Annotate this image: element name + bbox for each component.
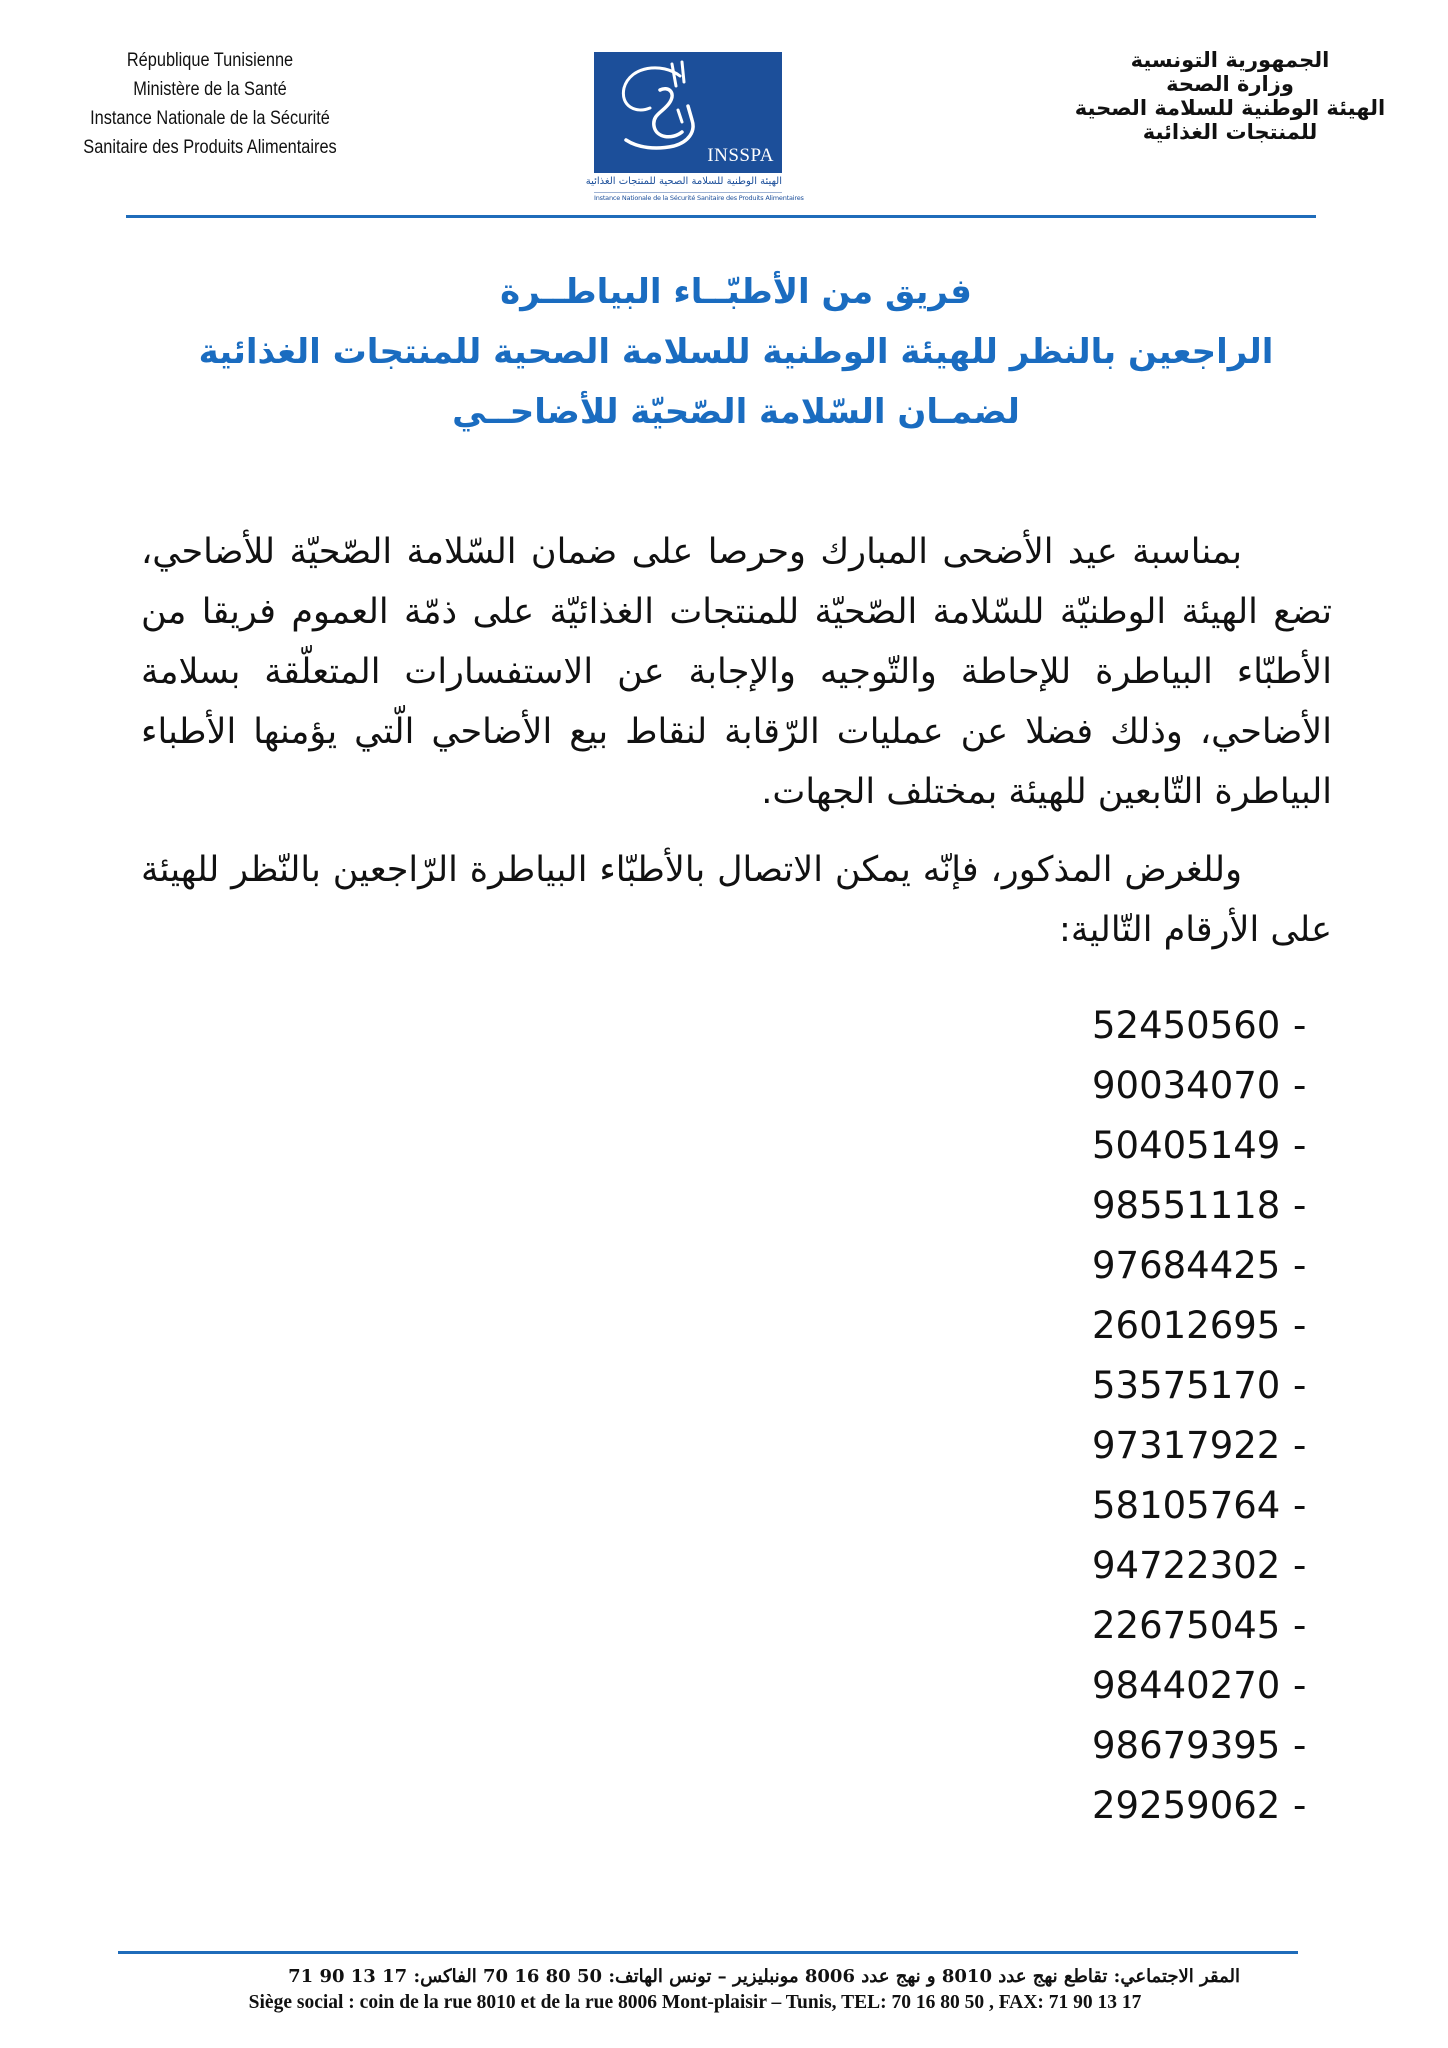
phone-number: 29259062 [1092, 1784, 1281, 1827]
phone-list-item [1092, 1177, 1342, 1237]
list-bullet-dash: - [1293, 1544, 1307, 1587]
document-body [141, 522, 1332, 960]
list-bullet-dash: - [1293, 1304, 1307, 1347]
header-ar-line-2: وزارة الصحة [1166, 72, 1294, 96]
logo-french-name: Instance Nationale de la Sécurité Sanitaire des Produits Alimentaires [594, 194, 804, 202]
list-bullet-dash: - [1293, 1004, 1307, 1047]
phone-list-item [1092, 1417, 1342, 1477]
phone-number: 90034070 [1092, 1064, 1281, 1107]
phone-number: 53575170 [1092, 1364, 1281, 1407]
header-ar-line-3: الهيئة الوطنية للسلامة الصحية [1074, 96, 1386, 120]
phone-list-item [1092, 1237, 1342, 1297]
footer-address-french: Siège social : coin de la rue 8010 et de la rue 8006 Mont-plaisir – Tunis, TEL: 70 16 80 50 , FAX: 71 90 13 17 [248, 1992, 1142, 2013]
body-paragraph-2: وللغرض المذكور، فإنّه يمكن الاتصال بالأطبّاء البياطرة الرّاجعين بالنّظر للهيئة على الأرقام التّالية: [141, 850, 1332, 950]
logo-box [594, 52, 782, 173]
title-line-3: لضمـان السّلامة الصّحيّة للأضاحــي [452, 392, 1020, 432]
header-ar-line-4: للمنتجات الغذائية [1142, 120, 1318, 144]
list-bullet-dash: - [1293, 1244, 1307, 1287]
header-arabic-block [1070, 48, 1390, 144]
title-line-2: الراجعين بالنظر للهيئة الوطنية للسلامة الصحية للمنتجات الغذائية [198, 332, 1274, 372]
header-fr-line-2: Ministère de la Santé [133, 79, 287, 100]
phone-list-item [1092, 1357, 1342, 1417]
phone-number: 98679395 [1092, 1724, 1281, 1767]
list-bullet-dash: - [1293, 1124, 1307, 1167]
logo-acronym: INSSPA [707, 145, 774, 166]
header-fr-line-3: Instance Nationale de la Sécurité [90, 108, 330, 129]
phone-list-item [1092, 1777, 1342, 1837]
list-bullet-dash: - [1293, 1604, 1307, 1647]
phone-number: 26012695 [1092, 1304, 1281, 1347]
list-bullet-dash: - [1293, 1364, 1307, 1407]
phone-number: 22675045 [1092, 1604, 1281, 1647]
phone-list-item [1092, 1537, 1342, 1597]
list-bullet-dash: - [1293, 1724, 1307, 1767]
phone-list-item [1092, 1477, 1342, 1537]
phone-list-item [1092, 1597, 1342, 1657]
header-french-block [81, 46, 339, 162]
footer-address-arabic: المقر الاجتماعي: تقاطع نهج عدد 8010 و نهج عدد 8006 مونبليزير – تونس الهاتف: 50 80 16 70 الفاكس: 17 13 90 71 [288, 1966, 1240, 1987]
logo-arabic-name: الهيئة الوطنية للسلامة الصحية للمنتجات الغذائية [585, 176, 782, 187]
list-bullet-dash: - [1293, 1064, 1307, 1107]
header-fr-line-1: République Tunisienne [126, 50, 294, 71]
header-fr-line-4: Sanitaire des Produits Alimentaires [83, 137, 337, 158]
phone-number: 97317922 [1092, 1424, 1281, 1467]
list-bullet-dash: - [1293, 1664, 1307, 1707]
insspa-calligraphy-logo-icon [602, 56, 712, 156]
phone-number: 94722302 [1092, 1544, 1281, 1587]
header-ar-line-1: الجمهورية التونسية [1130, 48, 1330, 72]
list-bullet-dash: - [1293, 1424, 1307, 1467]
phone-number: 98440270 [1092, 1664, 1281, 1707]
list-bullet-dash: - [1293, 1784, 1307, 1827]
phone-number: 98551118 [1092, 1184, 1281, 1227]
phone-list-item [1092, 1657, 1342, 1717]
list-bullet-dash: - [1293, 1184, 1307, 1227]
phone-list-item [1092, 1717, 1342, 1777]
header-divider [126, 215, 1316, 218]
phone-list-item [1092, 1297, 1342, 1357]
list-bullet-dash: - [1293, 1484, 1307, 1527]
phone-number: 52450560 [1092, 1004, 1281, 1047]
footer-divider [118, 1951, 1298, 1954]
insspa-logo [585, 52, 804, 202]
phone-list-item [1092, 1057, 1342, 1117]
document-title [140, 262, 1332, 442]
phone-number: 50405149 [1092, 1124, 1281, 1167]
phone-list-item [1092, 1117, 1342, 1177]
phone-number-list [1092, 997, 1342, 1837]
phone-list-item [1092, 997, 1342, 1057]
title-line-1: فريق من الأطبّــاء البياطــرة [500, 272, 972, 312]
phone-number: 58105764 [1092, 1484, 1281, 1527]
phone-number: 97684425 [1092, 1244, 1281, 1287]
body-paragraph-1: بمناسبة عيد الأضحى المبارك وحرصا على ضمان السّلامة الصّحيّة للأضاحي، تضع الهيئة الوطنيّة للسّلامة الصّحيّة للمنتجات الغذائيّة على ذمّة العموم فريقا من الأطبّاء البياطرة للإحاطة والتّوجيه والإجابة عن الاستفسارات المتعلّقة بسلامة الأضاحي، وذلك فضلا عن عمليات الرّقابة لنقاط بيع الأضاحي الّتي يؤمنها الأطباء البياطرة التّابعين للهيئة بمختلف الجهات. [141, 532, 1332, 812]
